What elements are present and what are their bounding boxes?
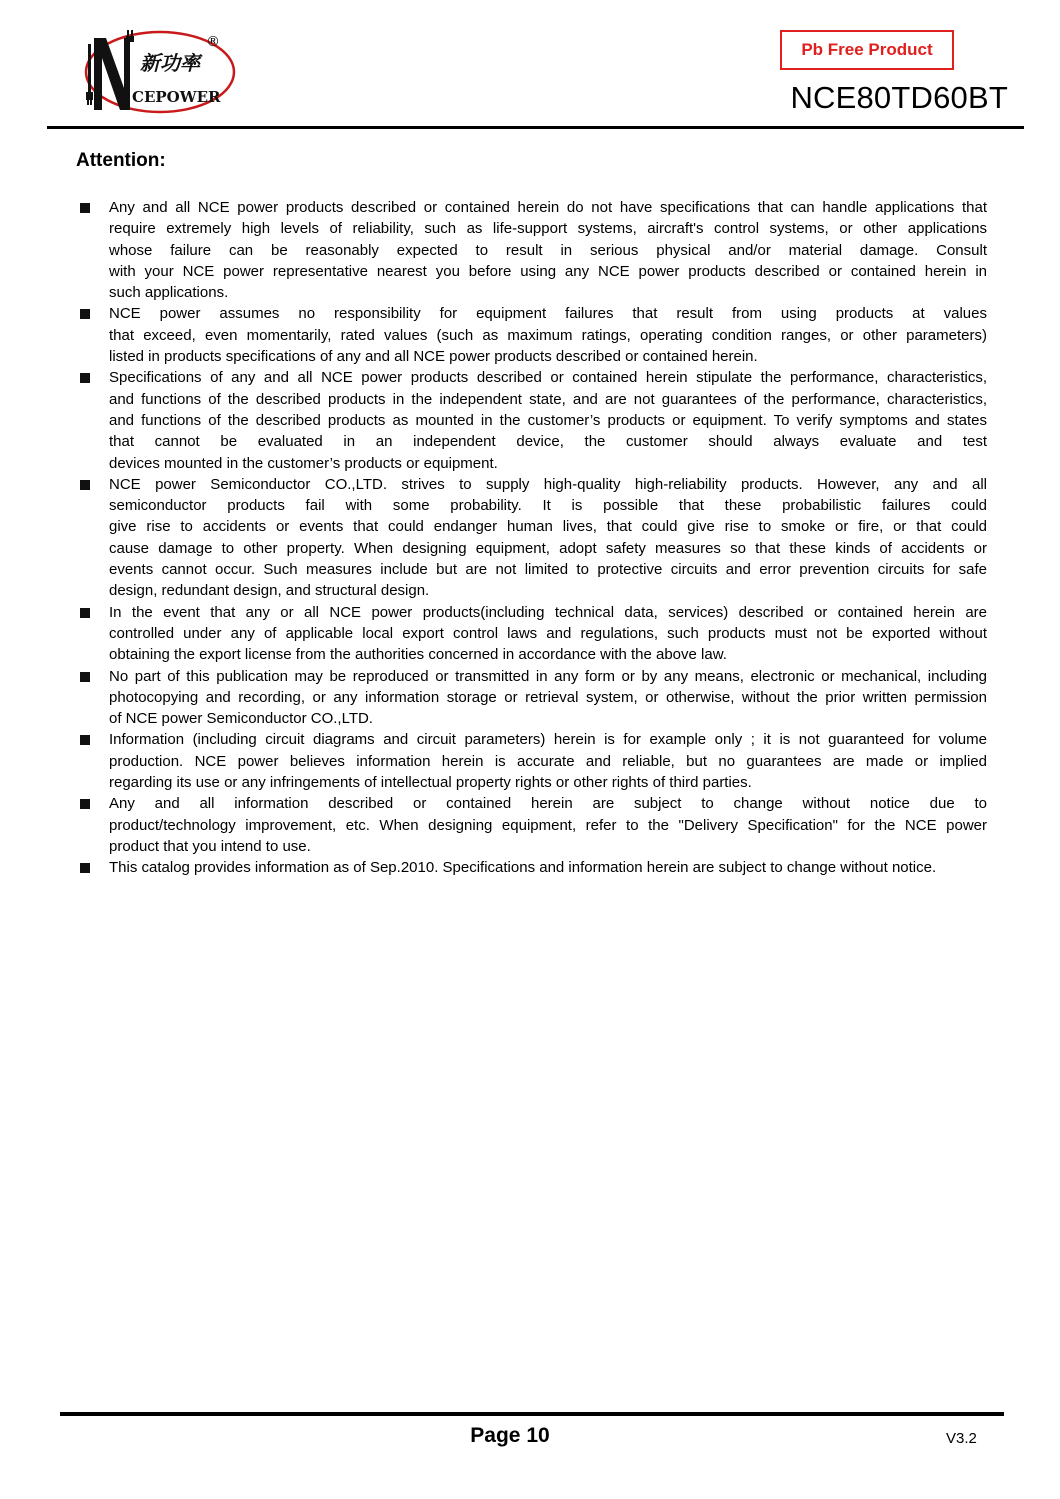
attention-line: NCE power Semiconductor CO.,LTD. strives to supply high-quality high-reliability products. However, any and all bbox=[109, 475, 987, 493]
attention-line: and functions of the described products as mounted in the customer’s products or equipment. To verify symptoms and states bbox=[109, 411, 987, 429]
attention-line: This catalog provides information as of Sep.2010. Specifications and information herein are subject to change without notice. bbox=[109, 859, 937, 877]
square-bullet-icon bbox=[80, 309, 90, 319]
attention-line: Specifications of any and all NCE power products described or contained herein stipulate the performance, characteristics, bbox=[109, 369, 987, 387]
header-divider bbox=[47, 126, 1024, 129]
attention-item bbox=[0, 729, 1060, 793]
attention-line: No part of this publication may be reproduced or transmitted in any form or by any means, electronic or mechanical, including bbox=[109, 667, 987, 685]
attention-line: require extremely high levels of reliability, such as life-support systems, aircraft's control systems, or other applications bbox=[109, 220, 987, 238]
pb-free-badge bbox=[780, 30, 954, 70]
square-bullet-icon bbox=[80, 672, 90, 682]
attention-line: that exceed, even momentarily, rated values (such as maximum ratings, operating condition ranges, or other parameters) bbox=[109, 326, 987, 344]
ncepower-logo-graphic bbox=[80, 26, 240, 118]
attention-line: NCE power assumes no responsibility for equipment failures that result from using products at values bbox=[109, 305, 987, 323]
attention-line: Information (including circuit diagrams and circuit parameters) herein is for example only ; it is not guaranteed for volume bbox=[109, 731, 987, 749]
attention-line: controlled under any of applicable local export control laws and regulations, such products must not be exported without bbox=[109, 624, 987, 642]
attention-line: of NCE power Semiconductor CO.,LTD. bbox=[109, 710, 373, 728]
attention-line: cause damage to other property. When designing equipment, adopt safety measures so that these kinds of accidents or bbox=[109, 539, 987, 557]
square-bullet-icon bbox=[80, 480, 90, 490]
attention-line: design, redundant design, and structural design. bbox=[109, 582, 430, 600]
attention-line: give rise to accidents or events that could endanger human lives, that could give rise to smoke or fire, or that could bbox=[109, 518, 987, 536]
attention-item bbox=[0, 793, 1060, 857]
attention-line: Any and all NCE power products described or contained herein do not have specifications that can handle applications that bbox=[109, 199, 987, 216]
attention-line: obtaining the export license from the authorities concerned in accordance with the above law. bbox=[109, 646, 727, 664]
attention-line: listed in products specifications of any and all NCE power products described or contained herein. bbox=[109, 348, 758, 366]
attention-line: product/technology improvement, etc. When designing equipment, refer to the "Delivery Specification" for the NCE power bbox=[109, 816, 987, 834]
attention-item bbox=[0, 602, 1060, 666]
attention-line: that cannot be evaluated in an independent device, the customer should always evaluate and test bbox=[109, 433, 987, 451]
square-bullet-icon bbox=[80, 608, 90, 618]
attention-item bbox=[0, 197, 1060, 303]
section-title: Attention: bbox=[76, 150, 166, 171]
attention-item bbox=[0, 474, 1060, 602]
attention-line: devices mounted in the customer’s products or equipment. bbox=[109, 454, 498, 472]
part-number: NCE80TD60BT bbox=[790, 80, 1008, 115]
attention-line: and functions of the described products in the independent state, and are not guarantees of the performance, characteristics, bbox=[109, 390, 987, 408]
ncepower-logo bbox=[80, 26, 240, 118]
attention-line: events cannot occur. Such measures include but are not limited to protective circuits and error prevention circuits for safe bbox=[109, 561, 987, 579]
svg-text:CEPOWER: CEPOWER bbox=[132, 88, 221, 106]
square-bullet-icon bbox=[80, 799, 90, 809]
footer-divider bbox=[60, 1412, 1004, 1416]
attention-line: photocopying and recording, or any information storage or retrieval system, or otherwise, without the prior written permission bbox=[109, 688, 987, 706]
version-label: V3.2 bbox=[946, 1430, 977, 1447]
square-bullet-icon bbox=[80, 373, 90, 383]
attention-line: such applications. bbox=[109, 284, 229, 302]
attention-line: regarding its use or any infringements of intellectual property rights or other rights of third parties. bbox=[109, 774, 752, 792]
attention-line: whose failure can be reasonably expected to result in serious physical and/or material damage. Consult bbox=[109, 241, 987, 259]
square-bullet-icon bbox=[80, 203, 90, 213]
pb-free-label: Pb Free Product bbox=[801, 40, 933, 59]
svg-text:®: ® bbox=[206, 34, 220, 50]
attention-line: semiconductor products fail with some probability. It is possible that these probabilistic failures could bbox=[109, 497, 987, 515]
attention-line: Any and all information described or contained herein are subject to change without notice due to bbox=[109, 795, 987, 813]
attention-line: product that you intend to use. bbox=[109, 837, 311, 855]
square-bullet-icon bbox=[80, 735, 90, 745]
square-bullet-icon bbox=[80, 863, 90, 873]
attention-item bbox=[0, 666, 1060, 730]
attention-line: production. NCE power believes information herein is accurate and reliable, but no guarantees are made or implied bbox=[109, 752, 987, 770]
attention-list bbox=[0, 197, 1060, 879]
attention-line: In the event that any or all NCE power products(including technical data, services) described or contained herein are bbox=[109, 603, 987, 621]
page-number: Page 10 bbox=[470, 1424, 550, 1447]
attention-line: with your NCE power representative nearest you before using any NCE power products described or contained herein in bbox=[109, 262, 987, 280]
svg-text:新功率: 新功率 bbox=[140, 51, 200, 75]
attention-item bbox=[0, 367, 1060, 473]
attention-item bbox=[0, 303, 1060, 367]
attention-item bbox=[0, 857, 1060, 878]
